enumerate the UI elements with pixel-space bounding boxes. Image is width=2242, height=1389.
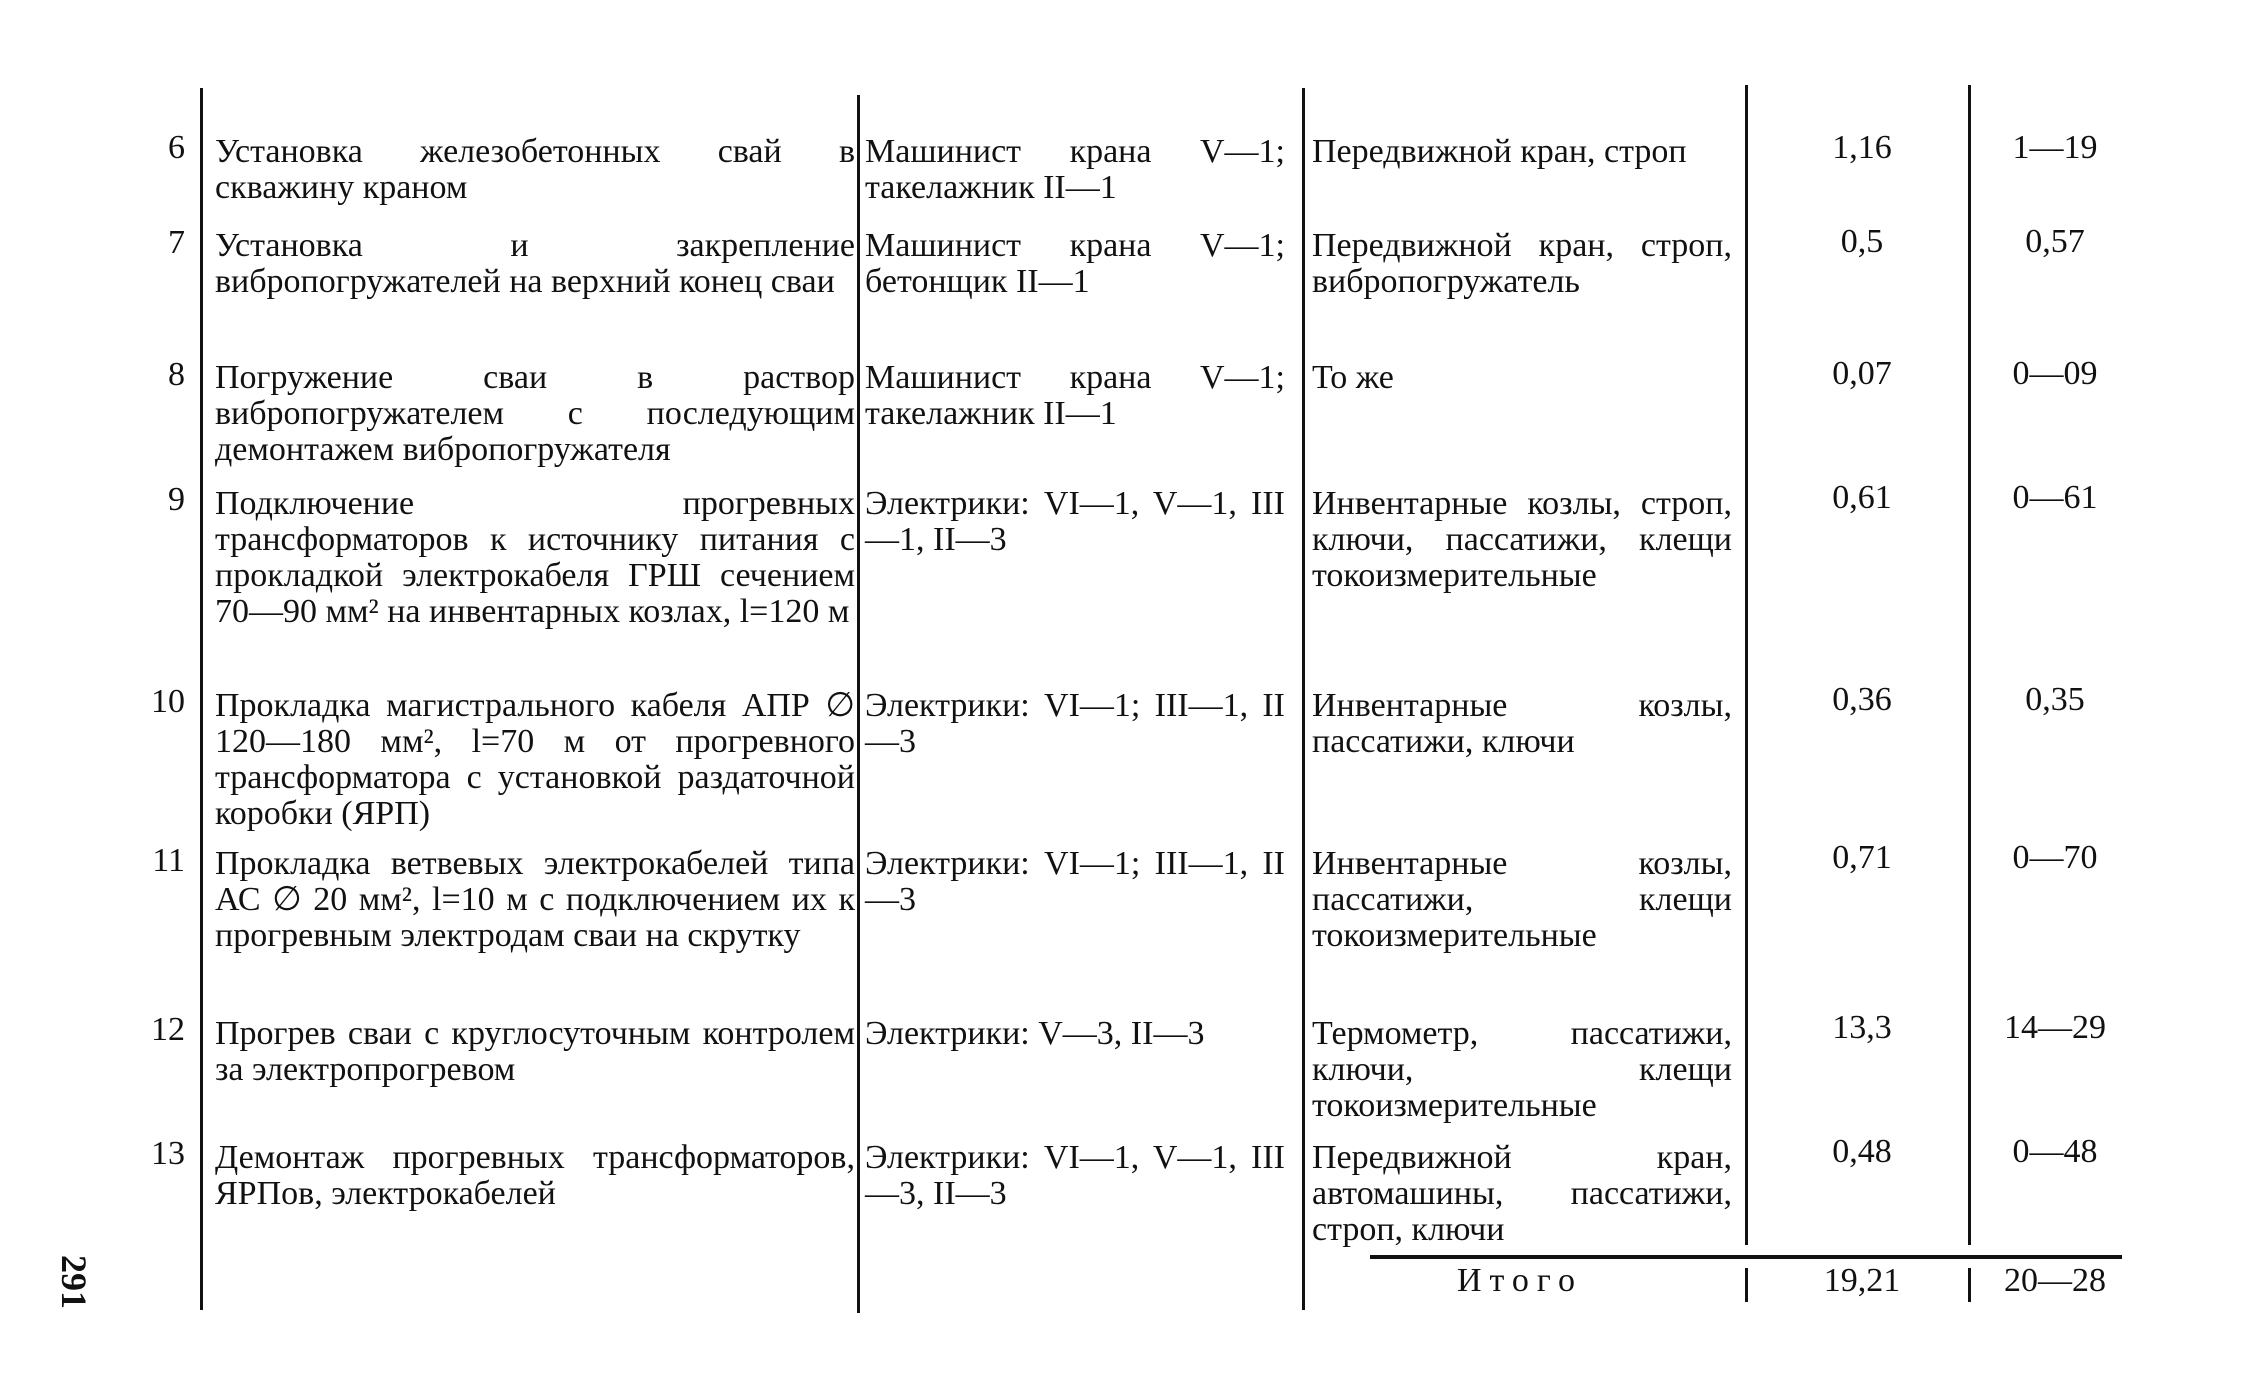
- cost: 0,35: [2025, 681, 2085, 718]
- column-rule-4: [1745, 85, 1748, 1245]
- tools: То же: [1312, 359, 1394, 396]
- labor-time: 0,5: [1840, 223, 1884, 260]
- cost: 0—09: [2012, 355, 2098, 392]
- cost: 14—29: [2004, 1009, 2106, 1046]
- tools: Инвентарные козлы, пассатижи, клещи токоизмерительные: [1312, 845, 1732, 954]
- workers: Машинист крана V—1; такелажник II—1: [865, 359, 1285, 432]
- tools: Передвижной кран, автомашины, пассатижи, строп, ключи: [1312, 1139, 1732, 1248]
- cost: 0—61: [2012, 479, 2098, 516]
- labor-time: 13,3: [1832, 1009, 1892, 1046]
- labor-time: 0,36: [1832, 681, 1892, 718]
- total-separator-1: [1745, 1268, 1748, 1302]
- row-number: 8: [168, 356, 185, 393]
- labor-time: 0,61: [1832, 479, 1892, 516]
- total-cost: 20—28: [2004, 1262, 2106, 1299]
- workers: Электрики: VI—1, V—1, III—1, II—3: [865, 485, 1285, 558]
- column-rule-1: [200, 88, 203, 1310]
- work-description: Установка железобетонных свай в скважину краном: [215, 133, 855, 206]
- cost: 1—19: [2012, 129, 2098, 166]
- row-number: 12: [151, 1011, 185, 1048]
- cost: 0,57: [2025, 223, 2085, 260]
- workers: Электрики: V—3, II—3: [865, 1015, 1205, 1052]
- row-number: 11: [152, 842, 185, 879]
- row-number: 9: [168, 481, 185, 518]
- tools: Передвижной кран, строп, вибропогружатель: [1312, 227, 1732, 300]
- work-description: Демонтаж прогревных трансформаторов, ЯРПов, электрокабелей: [215, 1139, 855, 1212]
- tools: Инвентарные козлы, пассатижи, ключи: [1312, 687, 1732, 760]
- row-number: 10: [151, 683, 185, 720]
- tools: Инвентарные козлы, строп, ключи, пассатижи, клещи токоизмерительные: [1312, 485, 1732, 594]
- labor-time: 1,16: [1832, 129, 1892, 166]
- cost: 0—70: [2012, 839, 2098, 876]
- work-description: Прогрев сваи с круглосуточным контролем за электропрогревом: [215, 1015, 855, 1088]
- column-rule-3: [1302, 88, 1305, 1310]
- workers: Машинист крана V—1; бетонщик II—1: [865, 227, 1285, 300]
- page-number: 291: [54, 1255, 94, 1309]
- workers: Электрики: VI—1; III—1, II—3: [865, 687, 1285, 760]
- work-description: Установка и закрепление вибропогружателей на верхний конец сваи: [215, 227, 855, 300]
- row-number: 7: [168, 224, 185, 261]
- labor-time: 0,71: [1832, 839, 1892, 876]
- row-number: 6: [168, 129, 185, 166]
- total-label: Итого: [1456, 1262, 1584, 1299]
- total-rule: [1370, 1255, 2122, 1259]
- row-number: 13: [151, 1135, 185, 1172]
- total-time: 19,21: [1823, 1262, 1901, 1299]
- cost: 0—48: [2012, 1133, 2098, 1170]
- tools: Передвижной кран, строп: [1312, 133, 1687, 170]
- labor-time: 0,48: [1832, 1133, 1892, 1170]
- tools: Термометр, пассатижи, ключи, клещи токоизмерительные: [1312, 1015, 1732, 1124]
- workers: Машинист крана V—1; такелажник II—1: [865, 133, 1285, 206]
- work-description: Подключение прогревных трансформаторов к источнику питания с прокладкой электрокабеля ГРШ сечением 70—90 мм² на инвентарных козлах, l=120 м: [215, 485, 855, 630]
- work-description: Прокладка магистрального кабеля АПР ∅ 120—180 мм², l=70 м от прогревного трансформатора с установкой раздаточной коробки (ЯРП): [215, 687, 855, 832]
- labor-time: 0,07: [1832, 355, 1892, 392]
- workers: Электрики: VI—1; III—1, II—3: [865, 845, 1285, 918]
- work-description: Погружение сваи в раствор вибропогружателем с последующим демонтажем вибропогружателя: [215, 359, 855, 468]
- column-rule-2: [857, 95, 860, 1313]
- workers: Электрики: VI—1, V—1, III—3, II—3: [865, 1139, 1285, 1212]
- work-description: Прокладка ветвевых электрокабелей типа АС ∅ 20 мм², l=10 м с подключением их к прогревным электродам сваи на скрутку: [215, 845, 855, 954]
